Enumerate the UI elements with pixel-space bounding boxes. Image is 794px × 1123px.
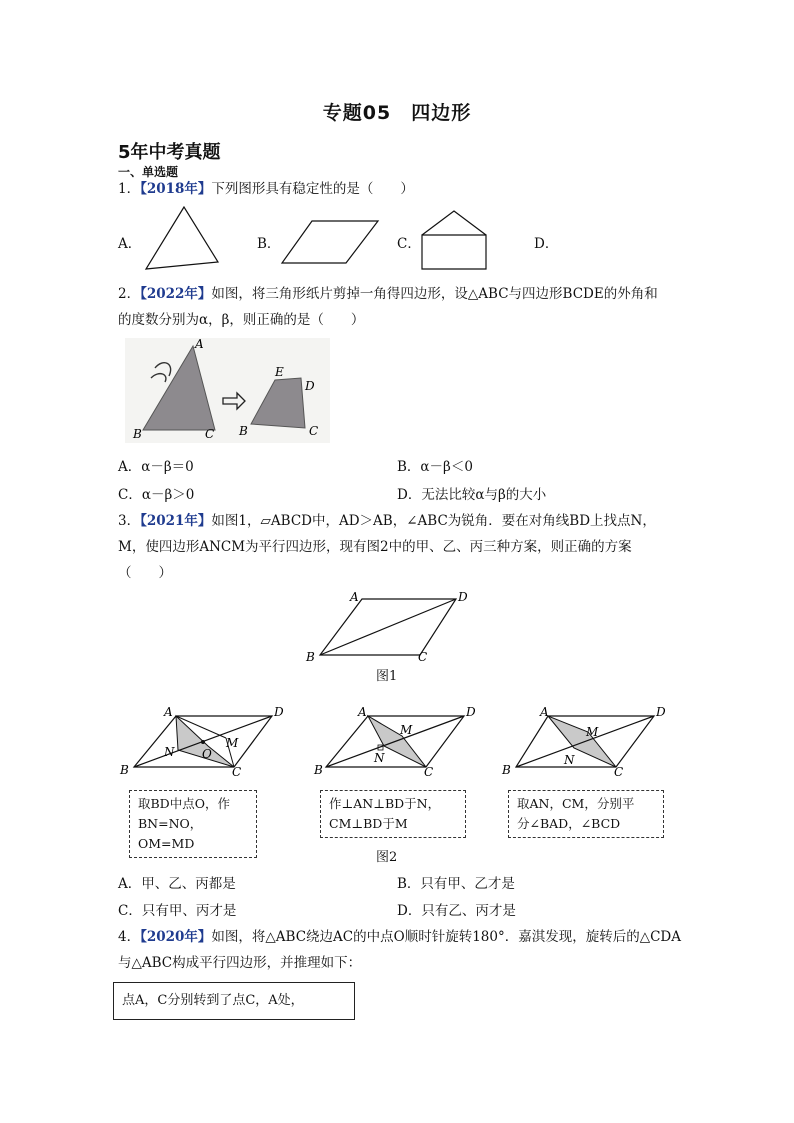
fig-label: C	[424, 765, 434, 779]
question-2	[118, 281, 658, 307]
q2-option-a: A．α－β＝0	[118, 459, 194, 475]
fig-label: D	[305, 379, 315, 393]
question-2-line2: 的度数分别为α，β，则正确的是（ ）	[118, 312, 365, 328]
triangle-shape	[146, 207, 218, 269]
question-number: 1．	[118, 181, 141, 197]
q3-option-c: C．只有甲、丙才是	[118, 903, 237, 919]
fig1-parallelogram	[300, 585, 480, 665]
fig-label: N	[164, 745, 175, 759]
fig1-caption: 图1	[376, 669, 398, 684]
q3-option-d: D．只有乙、丙才是	[397, 903, 516, 919]
fig-label: O	[202, 747, 212, 761]
q2-option-d: D．无法比较α与β的大小	[397, 487, 547, 503]
q1-shapes	[140, 205, 550, 275]
fig-label: N	[374, 751, 385, 765]
question-3-line3: （ ）	[118, 565, 172, 581]
fig-label: M	[400, 723, 413, 737]
question-3	[118, 508, 656, 534]
q1-option-b: B．	[257, 236, 281, 252]
q1-option-c: C．	[397, 236, 421, 252]
q3-option-a: A．甲、乙、丙都是	[118, 876, 236, 892]
q1-option-a: A．	[118, 236, 142, 252]
year-tag: 【2022年】	[140, 286, 212, 302]
fig-label: C	[309, 424, 319, 438]
plan-text: 取BD中点O，作	[138, 796, 230, 811]
fig-label: C	[232, 765, 242, 779]
fig-label: A	[540, 705, 549, 719]
reasoning-box	[113, 982, 355, 1020]
fig-label: C	[418, 650, 428, 664]
question-3-line2: M，使四边形ANCM为平行四边形，现有图2中的甲、乙、丙三种方案，则正确的方案	[118, 539, 632, 555]
question-number: 2．	[118, 286, 141, 302]
fig-label: N	[564, 753, 575, 767]
fig-label: D	[466, 705, 476, 719]
fig-label: E	[275, 365, 284, 379]
fig-label: A	[350, 590, 359, 604]
q3-option-b: B．只有甲、乙才是	[397, 876, 515, 892]
year-tag: 【2021年】	[140, 513, 212, 529]
question-text-line1: 如图，将三角形纸片剪掉一角得四边形，设△ABC与四边形BCDE的外角和	[211, 286, 658, 302]
parallelogram-shape	[282, 221, 378, 263]
fig-label: A	[358, 705, 367, 719]
fig-label: B	[120, 763, 129, 777]
fig2-plan-yi	[310, 702, 485, 782]
plan-bing-box	[508, 790, 664, 838]
plan-text: 作⊥AN⊥BD于N，	[329, 796, 441, 811]
fig-label: C	[614, 765, 624, 779]
plan-jia-box	[129, 790, 257, 858]
plan-text: 分∠BAD，∠BCD	[517, 816, 621, 831]
fig2-caption: 图2	[376, 850, 398, 865]
plan-text: BN=NO，OM=MD	[138, 816, 203, 851]
question-text-line1: 如图，将△ABC绕边AC的中点O顺时针旋转180°．嘉淇发现，旋转后的△CDA	[211, 929, 682, 945]
question-number: 4．	[118, 929, 141, 945]
house-shape	[422, 235, 486, 269]
question-number: 3．	[118, 513, 141, 529]
reasoning-text: 点A，C分别转到了点C，A处，	[122, 993, 304, 1008]
question-4	[118, 924, 681, 950]
fig-label: B	[502, 763, 511, 777]
section-heading: 5年中考真题	[118, 142, 221, 163]
q2-figure	[125, 338, 330, 443]
fig-label: A	[195, 338, 204, 351]
fig-label: M	[586, 725, 599, 739]
question-text-line1: 如图1，▱ABCD中，AD＞AB，∠ABC为锐角．要在对角线BD上找点N，	[211, 513, 656, 529]
fig-label: B	[133, 427, 142, 441]
fig2-plan-jia	[118, 702, 293, 782]
question-1	[118, 176, 414, 202]
plan-yi-box	[320, 790, 466, 838]
q2-option-c: C．α－β＞0	[118, 487, 195, 503]
plan-text: 取AN，CM，分别平	[517, 796, 635, 811]
question-text: 下列图形具有稳定性的是（ ）	[211, 181, 414, 197]
q2-option-b: B．α－β＜0	[397, 459, 473, 475]
fig-label: M	[226, 736, 239, 750]
year-tag: 【2020年】	[140, 929, 212, 945]
fig-label: C	[205, 427, 215, 441]
fig-label: D	[274, 705, 284, 719]
page-title: 专题05 四边形	[322, 102, 472, 124]
year-tag: 【2018年】	[140, 181, 212, 197]
fig-label: B	[306, 650, 315, 664]
fig-label: A	[164, 705, 173, 719]
fig-label: B	[314, 763, 323, 777]
q1-option-d: D．	[534, 236, 559, 252]
fig2-plan-bing	[500, 702, 675, 782]
fig-label: D	[656, 705, 666, 719]
plan-text: CM⊥BD于M	[329, 816, 408, 831]
question-4-line2: 与△ABC构成平行四边形，并推理如下：	[118, 955, 362, 971]
fig-label: B	[239, 424, 248, 438]
subsection-heading: 一、单选题	[118, 165, 179, 179]
fig-label: D	[458, 590, 468, 604]
